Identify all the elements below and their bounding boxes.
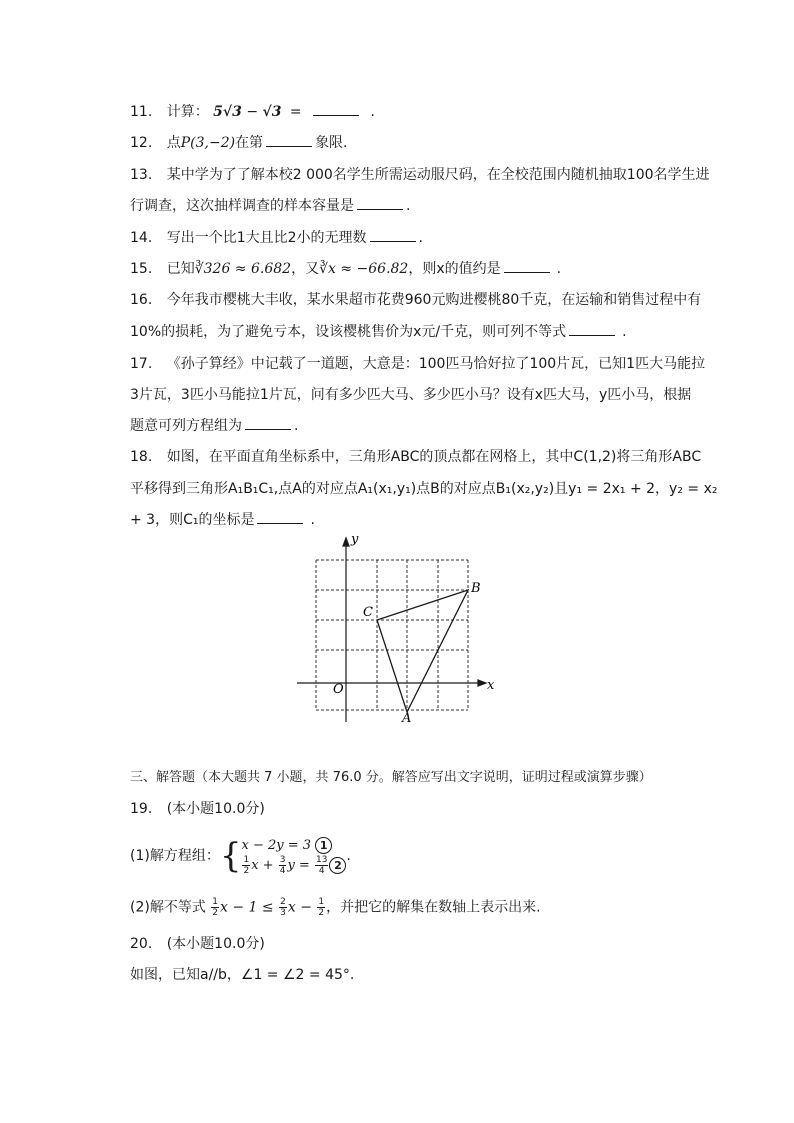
question-13-line1: 13. 某中学为了了解本校2 000名学生所需运动服尺码，在全校范围内随机抽取100名学生进 xyxy=(130,167,710,183)
question-16-line1: 16. 今年我市樱桃大丰收，某水果超市花费960元购进樱桃80千克，在运输和销售过程中有 xyxy=(130,292,702,308)
question-19-part1: (1)解方程组： { x − 2y = 3 1 $\frac{1}{2}$ x + $\frac{3}{4}$ y = $\frac{13}{4}$ 2 . xyxy=(130,836,351,876)
question-19-part2: (2)解不等式 $\frac{1}{2}$ x − 1 ≤ $\frac{2}{3}$ x − $\frac{1}{2}$ ，并把它的解集在数轴上表示出来. xyxy=(130,897,541,918)
equation-1: x − 2y = 3 1 xyxy=(241,836,346,855)
question-18-line1: 18. 如图，在平面直角坐标系中，三角形ABC的顶点都在网格上，其中C(1,2)将三角形ABC xyxy=(130,449,702,465)
question-13-line2: 行调查，这次抽样调查的样本容量是 . xyxy=(130,198,411,214)
question-16-line2: 10%的损耗，为了避免亏本，设该樱桃售价为x元/千克，则可列不等式 . xyxy=(130,324,627,340)
question-17-line2: 3片瓦，3匹小马能拉1片瓦，问有多少匹大马、多少匹小马？设有x匹大马，y匹小马，根据 xyxy=(130,387,692,403)
question-19-header: 19. (本小题10.0分) xyxy=(130,801,265,817)
section-3-heading: 三、解答题（本大题共 7 小题，共 76.0 分。解答应写出文字说明，证明过程或演算步骤） xyxy=(130,770,652,785)
question-number: 20. xyxy=(130,936,153,952)
equation-system xyxy=(241,836,346,876)
question-number: 11. xyxy=(130,104,153,120)
point-a-label: A xyxy=(402,711,412,726)
question-20-header: 20. (本小题10.0分) xyxy=(130,936,265,952)
question-11: 11. 计算： 5√3 − √3 = . xyxy=(130,104,375,120)
question-number: 16. xyxy=(130,292,153,308)
x-axis-arrow xyxy=(478,680,486,686)
question-number: 19. xyxy=(130,801,153,817)
question-number: 12. xyxy=(130,135,153,151)
y-axis-arrow xyxy=(343,538,349,546)
system-brace: { xyxy=(219,836,242,876)
point-c-label: C xyxy=(363,605,373,620)
question-20-text: 如图，已知a//b，∠1 = ∠2 = 45°. xyxy=(130,967,355,983)
triangle-abc xyxy=(377,590,468,712)
question-number: 18. xyxy=(130,449,153,465)
question-number: 17. xyxy=(130,356,153,372)
question-18-line2: 平移得到三角形A₁B₁C₁,点A的对应点A₁(x₁,y₁)点B的对应点B₁(x₂,y₂)且y₁ = 2x₁ + 2，y₂ = x₂ xyxy=(130,481,718,497)
question-17-line3: 题意可列方程组为 . xyxy=(130,418,299,434)
question-number: 15. xyxy=(130,261,153,277)
equation-2: $\frac{1}{2}$ x + $\frac{3}{4}$ y = $\frac{13}{4}$ 2 xyxy=(241,855,346,876)
question-18-line3: + 3，则C₁的坐标是 . xyxy=(130,512,315,528)
point-b-label: B xyxy=(471,581,481,596)
question-15: 15. 已知∛326 ≈ 6.682，又∛x ≈ −66.82，则x的值约是 . xyxy=(130,261,562,277)
question-14: 14. 写出一个比1大且比2小的无理数 . xyxy=(130,230,423,246)
y-axis-label: y xyxy=(351,532,359,547)
question-17-line1: 17. 《孙子算经》中记载了一道题，大意是：100匹马恰好拉了100片瓦，已知1匹大马能拉 xyxy=(130,356,706,372)
question-number: 13. xyxy=(130,167,153,183)
question-12: 12. 点P(3,−2)在第 象限. xyxy=(130,135,348,151)
x-axis-label: x xyxy=(487,678,495,693)
question-number: 14. xyxy=(130,230,153,246)
axes xyxy=(297,538,486,722)
origin-label: O xyxy=(333,682,344,697)
